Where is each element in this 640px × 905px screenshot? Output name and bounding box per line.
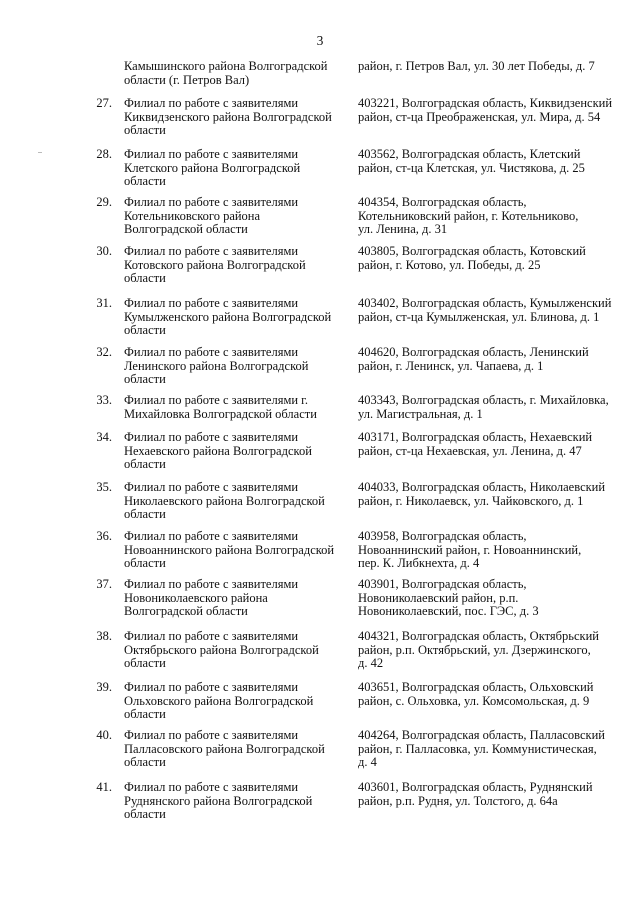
- item-number: 32.: [96, 345, 112, 359]
- branch-address: 403601, Волгоградская область, Руднянский район, р.п. Рудня, ул. Толстого, д. 64а: [358, 780, 593, 808]
- branch-address: 404033, Волгоградская область, Николаевский район, г. Николаевск, ул. Чайковского, д. 1: [358, 480, 606, 508]
- branch-address: 403171, Волгоградская область, Нехаевский район, ст-ца Нехаевская, ул. Ленина, д. 47: [358, 430, 593, 458]
- item-number: 29.: [96, 195, 112, 209]
- branch-name: Филиал по работе с заявителями Нехаевского района Волгоградской области: [124, 430, 312, 472]
- item-number: 38.: [96, 629, 112, 643]
- item-number: 36.: [96, 529, 112, 543]
- branch-name: Филиал по работе с заявителями Октябрьского района Волгоградской области: [124, 629, 319, 671]
- branch-address: 404620, Волгоградская область, Ленинский район, г. Ленинск, ул. Чапаева, д. 1: [358, 345, 589, 373]
- branch-name: Филиал по работе с заявителями Кумылженского района Волгоградской области: [124, 296, 332, 338]
- branch-address: 403805, Волгоградская область, Котовский район, г. Котово, ул. Победы, д. 25: [358, 244, 586, 272]
- branch-address: 404264, Волгоградская область, Палласовский район, г. Палласовка, ул. Коммунистическая, д. 4: [358, 728, 605, 770]
- branch-address: 403562, Волгоградская область, Клетский район, ст-ца Клетская, ул. Чистякова, д. 25: [358, 147, 585, 175]
- branch-name: Филиал по работе с заявителями г. Михайловка Волгоградской области: [124, 393, 317, 421]
- item-number: 41.: [96, 780, 112, 794]
- branch-name: Филиал по работе с заявителями Котовского района Волгоградской области: [124, 244, 306, 286]
- branch-name: Филиал по работе с заявителями Николаевского района Волгоградской области: [124, 480, 325, 522]
- item-number: 33.: [96, 393, 112, 407]
- item-number: 37.: [96, 577, 112, 591]
- branch-address: 403343, Волгоградская область, г. Михайловка, ул. Магистральная, д. 1: [358, 393, 609, 421]
- item-number: 27.: [96, 96, 112, 110]
- branch-name: Филиал по работе с заявителями Ольховского района Волгоградской области: [124, 680, 314, 722]
- branch-address: 403221, Волгоградская область, Киквидзенский район, ст-ца Преображенская, ул. Мира, д. 54: [358, 96, 613, 124]
- branch-name: Филиал по работе с заявителями Киквидзенского района Волгоградской области: [124, 96, 332, 138]
- item-number: 31.: [96, 296, 112, 310]
- branch-address: 404354, Волгоградская область, Котельниковский район, г. Котельниково, ул. Ленина, д. 31: [358, 195, 579, 237]
- branch-name: Филиал по работе с заявителями Палласовского района Волгоградской области: [124, 728, 325, 770]
- item-number: 35.: [96, 480, 112, 494]
- branch-address: 403958, Волгоградская область, Новоаннинский район, г. Новоаннинский, пер. К. Либкнехта, д. 4: [358, 529, 582, 571]
- item-number: 40.: [96, 728, 112, 742]
- branch-name: Филиал по работе с заявителями Котельниковского района Волгоградской области: [124, 195, 299, 237]
- branch-name: Филиал по работе с заявителями Ленинского района Волгоградской области: [124, 345, 309, 387]
- branch-name: Филиал по работе с заявителями Клетского района Волгоградской области: [124, 147, 301, 189]
- item-number: 30.: [96, 244, 112, 258]
- branch-address: 403651, Волгоградская область, Ольховский район, с. Ольховка, ул. Комсомольская, д. 9: [358, 680, 594, 708]
- branch-address: район, г. Петров Вал, ул. 30 лет Победы, д. 7: [358, 59, 595, 73]
- branch-address: 404321, Волгоградская область, Октябрьский район, р.п. Октябрьский, ул. Дзержинского, д. 42: [358, 629, 599, 671]
- branch-address: 403402, Волгоградская область, Кумылженский район, ст-ца Кумылженская, ул. Блинова, д. 1: [358, 296, 612, 324]
- page-number: 3: [316, 33, 324, 48]
- item-number: 34.: [96, 430, 112, 444]
- margin-mark: [38, 152, 42, 153]
- branch-name: Филиал по работе с заявителями Новониколаевского района Волгоградской области: [124, 577, 299, 619]
- item-number: 28.: [96, 147, 112, 161]
- item-number: 39.: [96, 680, 112, 694]
- branch-name: Филиал по работе с заявителями Новоаннинского района Волгоградской области: [124, 529, 335, 571]
- branch-name: Филиал по работе с заявителями Руднянского района Волгоградской области: [124, 780, 313, 822]
- branch-address: 403901, Волгоградская область, Новониколаевский район, р.п. Новониколаевский, пос. ГЭС, д. 3: [358, 577, 539, 619]
- branch-name: Камышинского района Волгоградской области (г. Петров Вал): [124, 59, 328, 87]
